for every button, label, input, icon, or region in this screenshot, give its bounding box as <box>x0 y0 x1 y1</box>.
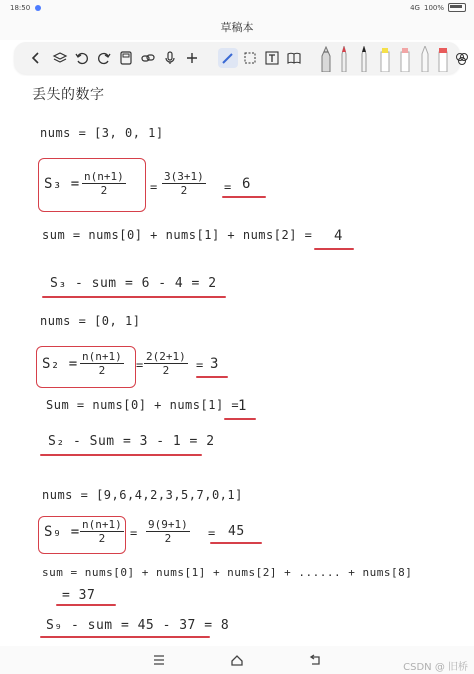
pencil-icon[interactable] <box>419 46 431 72</box>
back-nav-icon[interactable] <box>308 653 322 667</box>
ex1-value-num: 3(3+1) <box>164 170 204 183</box>
ex2-sum-result: 1 <box>238 398 247 414</box>
ex1-result-underline <box>222 196 266 198</box>
ex3-eq2: = <box>208 526 216 540</box>
ex1-formula <box>82 170 126 197</box>
ex1-formula-den: 2 <box>100 184 108 197</box>
red-pen-icon[interactable] <box>339 46 349 72</box>
fountain-pen-icon[interactable] <box>319 46 333 72</box>
home-icon[interactable] <box>230 653 244 667</box>
save-icon[interactable] <box>118 50 134 66</box>
ex3-sum-underline <box>56 604 116 606</box>
ex3-s-result: 45 <box>228 524 245 539</box>
ex1-sum-result: 4 <box>334 228 343 244</box>
ex3-nums: nums = [9,6,4,2,3,5,7,0,1] <box>42 488 243 502</box>
menu-icon[interactable] <box>152 653 166 667</box>
link-icon[interactable] <box>140 50 156 66</box>
ex3-formula <box>80 518 124 545</box>
ex1-diff-underline <box>42 296 226 298</box>
status-bar <box>0 0 474 16</box>
ex3-sum-result: = 37 <box>62 588 96 603</box>
note-canvas[interactable] <box>0 76 474 646</box>
black-pen-icon[interactable] <box>359 46 369 72</box>
highlighter-yellow-icon[interactable] <box>379 46 391 72</box>
color-palette-icon[interactable] <box>455 52 469 66</box>
ex3-diff: S₉ - sum = 45 - 37 = 8 <box>46 618 230 633</box>
ex3-formula-den: 2 <box>98 532 106 545</box>
selection-tool-icon[interactable] <box>242 50 258 66</box>
ex2-formula-den: 2 <box>98 364 106 377</box>
system-nav-bar <box>0 646 474 674</box>
ex3-s-label: S₉ = <box>44 524 80 540</box>
ex2-formula <box>80 350 124 377</box>
ex2-s-result: 3 <box>210 356 219 372</box>
book-icon[interactable] <box>286 50 302 66</box>
ex2-diff-underline <box>40 454 202 456</box>
ex1-eq2: = <box>224 180 232 194</box>
ex2-formula-num: n(n+1) <box>82 350 122 363</box>
ex2-diff: S₂ - Sum = 3 - 1 = 2 <box>48 434 215 449</box>
ex3-sum: sum = nums[0] + nums[1] + nums[2] + ...... + nums[8] <box>42 566 413 579</box>
status-right <box>410 3 466 12</box>
page-title: 草稿本 <box>220 21 254 34</box>
ex2-eq1: = <box>136 358 144 372</box>
ex2-eq2: = <box>196 358 204 372</box>
status-time: 18:50 <box>10 4 31 12</box>
redo-icon[interactable] <box>96 50 112 66</box>
ex3-value <box>146 518 190 545</box>
undo-icon[interactable] <box>74 50 90 66</box>
ex3-result-underline <box>210 542 262 544</box>
ex1-eq1: = <box>150 180 158 194</box>
ex2-value-num: 2(2+1) <box>146 350 186 363</box>
network-label: 4G <box>410 3 420 12</box>
ex1-s-label: S₃ = <box>44 176 80 192</box>
ex3-value-den: 2 <box>164 532 172 545</box>
ex3-formula-num: n(n+1) <box>82 518 122 531</box>
eraser-icon[interactable] <box>437 46 449 72</box>
back-icon[interactable] <box>28 50 44 66</box>
watermark: CSDN @ 旧桥 <box>403 662 468 673</box>
add-icon[interactable] <box>184 50 200 66</box>
ex1-value-den: 2 <box>180 184 188 197</box>
microphone-icon[interactable] <box>162 50 178 66</box>
ex1-sum: sum = nums[0] + nums[1] + nums[2] = <box>42 228 313 242</box>
notification-dot-icon <box>35 5 41 11</box>
text-tool-icon[interactable] <box>264 50 280 66</box>
ex1-s-result: 6 <box>242 176 251 192</box>
ex2-value-den: 2 <box>162 364 170 377</box>
ex2-nums: nums = [0, 1] <box>40 314 141 328</box>
ex1-value <box>162 170 206 197</box>
ex3-eq1: = <box>130 526 138 540</box>
ex2-sum-underline <box>224 418 256 420</box>
title-bar <box>0 16 474 40</box>
ex1-formula-num: n(n+1) <box>84 170 124 183</box>
ex2-result-underline <box>196 376 228 378</box>
ex1-diff: S₃ - sum = 6 - 4 = 2 <box>50 276 217 291</box>
toolbar <box>14 42 460 74</box>
pen-tool-icon[interactable] <box>218 48 238 68</box>
ex2-sum: Sum = nums[0] + nums[1] = <box>46 398 240 412</box>
ex3-diff-underline <box>40 636 210 638</box>
layers-icon[interactable] <box>52 50 68 66</box>
battery-label: 100% <box>423 3 444 12</box>
ex2-s-label: S₂ = <box>42 356 78 372</box>
note-heading: 丢失的数字 <box>32 87 105 103</box>
ex2-value <box>144 350 188 377</box>
ex3-value-num: 9(9+1) <box>148 518 188 531</box>
ex1-sum-underline <box>314 248 354 250</box>
highlighter-pink-icon[interactable] <box>399 46 411 72</box>
ex1-nums: nums = [3, 0, 1] <box>40 126 164 140</box>
battery-icon <box>448 3 466 12</box>
